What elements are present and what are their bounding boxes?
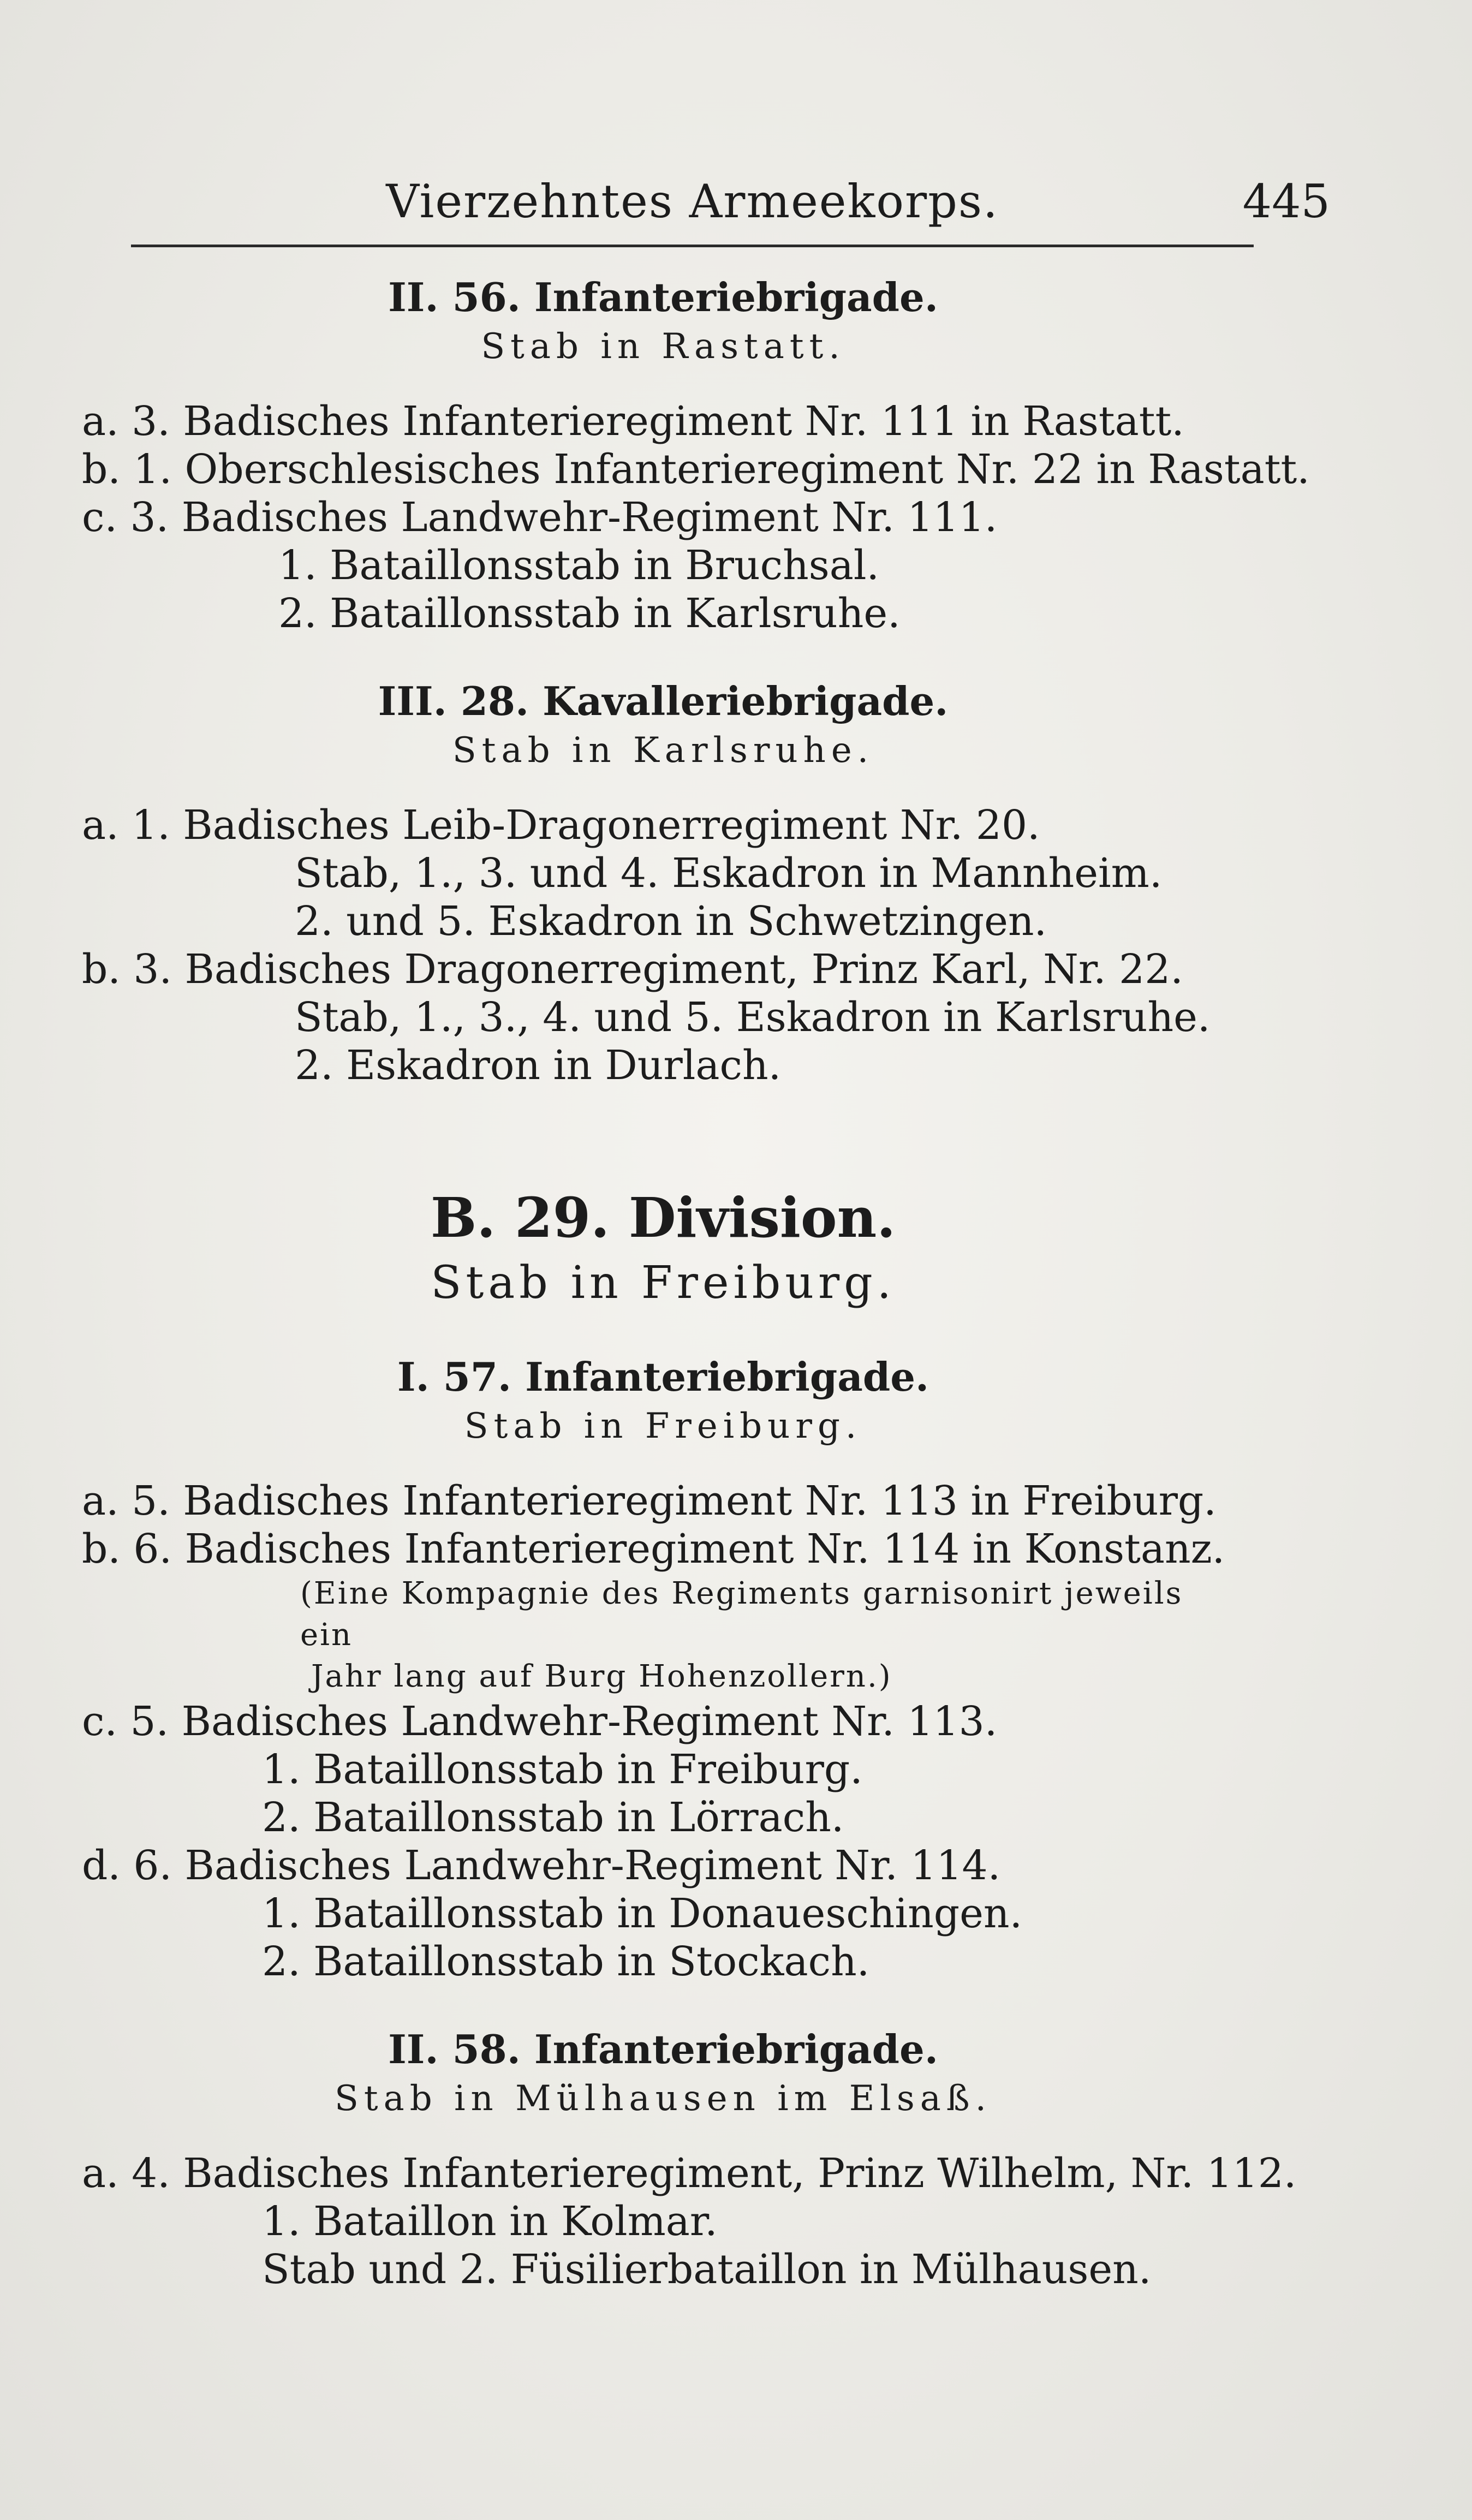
squadron-entry: Stab, 1., 3., 4. und 5. Eskadron in Karlsruhe. [295,994,1211,1041]
regiment-note: (Eine Kompagnie des Regiments garnisonirt jeweils ein [300,1576,1183,1653]
regiment-entry: a. 3. Badisches Infanterieregiment Nr. 111 in Rastatt. [82,398,1184,445]
regiment-note: Jahr lang auf Burg Hohenzollern.) [311,1659,892,1694]
running-title: Vierzehntes Armeekorps. [386,175,999,228]
section-56-infanteriebrigade [82,273,1310,638]
regiment-entry: b. 3. Badisches Dragonerregiment, Prinz Karl, Nr. 22. [82,946,1183,993]
section-heading: III. 28. Kavalleriebrigade. [378,678,949,724]
battalion-entry: 1. Bataillonsstab in Bruchsal. [278,542,880,589]
regiment-entry: c. 3. Badisches Landwehr-Regiment Nr. 111. [82,494,998,541]
regiment-entry: a. 1. Badisches Leib-Dragonerregiment Nr. 20. [82,802,1040,849]
battalion-entry: Stab und 2. Füsilierbataillon in Mülhausen. [262,2246,1152,2293]
staff-location: Stab in Freiburg. [464,1406,862,1446]
squadron-entry: 2. Eskadron in Durlach. [295,1042,782,1089]
regiment-entry: b. 6. Badisches Infanterieregiment Nr. 114 in Konstanz. [82,1526,1225,1572]
battalion-entry: 1. Bataillonsstab in Donaueschingen. [262,1890,1023,1937]
regiment-entry: d. 6. Badisches Landwehr-Regiment Nr. 114. [82,1842,1001,1889]
regiment-entry: a. 5. Badisches Infanterieregiment Nr. 113 in Freiburg. [82,1478,1217,1524]
battalion-entry: 2. Bataillonsstab in Lörrach. [262,1794,844,1841]
section-29-division [82,1182,1244,1313]
battalion-entry: 1. Bataillon in Kolmar. [262,2198,718,2245]
header-rule [131,245,1254,247]
page-content [82,273,1310,2293]
section-28-kavalleriebrigade [82,677,1244,1089]
section-heading: I. 57. Infanteriebrigade. [397,1354,929,1400]
page-number: 445 [1242,175,1330,228]
battalion-entry: 1. Bataillonsstab in Freiburg. [262,1746,863,1793]
regiment-entry: b. 1. Oberschlesisches Infanterieregiment Nr. 22 in Rastatt. [82,446,1310,493]
section-57-infanteriebrigade [82,1353,1244,1986]
regiment-entry: a. 4. Badisches Infanterieregiment, Prinz Wilhelm, Nr. 112. [82,2150,1297,2197]
squadron-entry: 2. und 5. Eskadron in Schwetzingen. [295,898,1047,945]
staff-location: Stab in Mülhausen im Elsaß. [335,2078,992,2119]
page-header [131,164,1330,246]
regiment-entry: c. 5. Badisches Landwehr-Regiment Nr. 113. [82,1698,998,1745]
staff-location: Stab in Rastatt. [481,326,845,367]
division-heading: B. 29. Division. [430,1185,896,1250]
division-staff-location: Stab in Freiburg. [431,1257,896,1309]
section-58-infanteriebrigade [82,2025,1297,2293]
squadron-entry: Stab, 1., 3. und 4. Eskadron in Mannheim. [295,850,1163,897]
battalion-entry: 2. Bataillonsstab in Karlsruhe. [278,590,901,637]
battalion-entry: 2. Bataillonsstab in Stockach. [262,1938,870,1985]
staff-location: Stab in Karlsruhe. [452,730,874,771]
section-heading: II. 56. Infanteriebrigade. [388,274,938,320]
section-heading: II. 58. Infanteriebrigade. [388,2026,938,2072]
